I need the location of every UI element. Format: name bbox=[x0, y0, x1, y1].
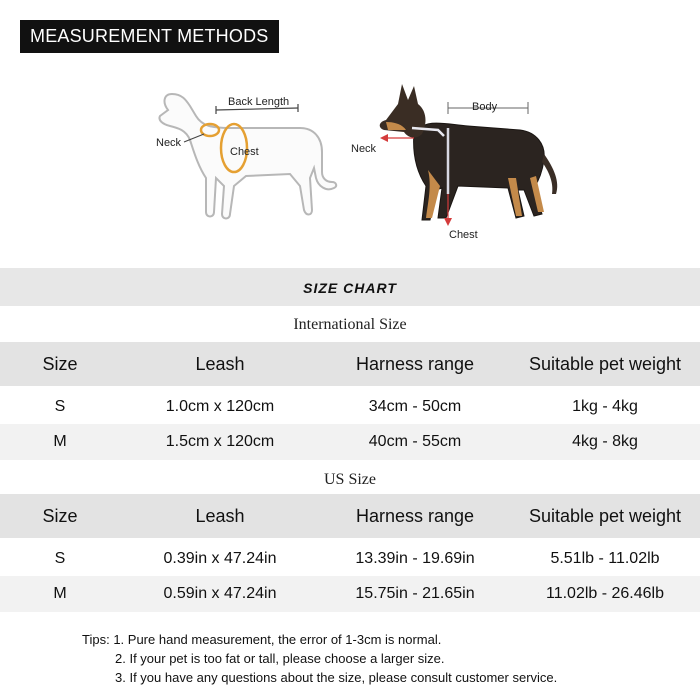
col-leash: Leash bbox=[195, 353, 245, 374]
us-table-header bbox=[0, 494, 700, 538]
international-table-header bbox=[0, 342, 700, 386]
tip-item: 2. If your pet is too fat or tall, please choose a larger size. bbox=[115, 651, 445, 666]
cell-harness: 13.39in - 19.69in bbox=[355, 550, 475, 567]
international-size-subtitle: International Size bbox=[293, 316, 407, 333]
size-chart-title: SIZE CHART bbox=[303, 280, 397, 296]
cell-leash: 0.59in x 47.24in bbox=[163, 585, 277, 602]
table-row bbox=[0, 576, 700, 612]
cell-weight: 1kg - 4kg bbox=[572, 398, 638, 415]
cell-harness: 40cm - 55cm bbox=[368, 433, 462, 450]
cell-weight: 5.51lb - 11.02lb bbox=[550, 550, 660, 567]
col-harness-range: Harness range bbox=[355, 353, 475, 374]
table-row bbox=[0, 424, 700, 460]
tip-item: 1. Pure hand measurement, the error of 1-3cm is normal. bbox=[113, 632, 442, 647]
shepherd-dog-figure bbox=[348, 78, 568, 248]
cell-leash: 1.0cm x 120cm bbox=[165, 398, 275, 415]
tips-label: Tips: bbox=[82, 632, 110, 647]
cell-leash: 0.39in x 47.24in bbox=[163, 550, 277, 567]
cell-harness: 34cm - 50cm bbox=[368, 398, 462, 415]
cell-leash: 1.5cm x 120cm bbox=[165, 433, 275, 450]
label-neck-right: Neck bbox=[351, 143, 377, 155]
col-leash: Leash bbox=[195, 505, 245, 526]
col-pet-weight: Suitable pet weight bbox=[528, 505, 682, 526]
cell-size: M bbox=[53, 433, 67, 450]
label-back-length: Back Length bbox=[228, 96, 290, 108]
cell-size: S bbox=[54, 398, 66, 415]
cell-weight: 11.02lb - 26.46lb bbox=[545, 585, 664, 602]
label-chest-left: Chest bbox=[230, 146, 259, 158]
tip-line bbox=[82, 630, 557, 649]
cell-harness: 15.75in - 21.65in bbox=[355, 585, 475, 602]
outline-dog-figure bbox=[150, 82, 340, 232]
tips-section bbox=[82, 630, 557, 687]
cell-size: M bbox=[53, 585, 67, 602]
table-row bbox=[0, 542, 700, 576]
cell-weight: 4kg - 8kg bbox=[572, 433, 638, 450]
col-harness-range: Harness range bbox=[355, 505, 475, 526]
cell-size: S bbox=[54, 550, 66, 567]
col-size: Size bbox=[42, 353, 78, 374]
label-neck-left: Neck bbox=[156, 137, 182, 149]
us-size-subtitle: US Size bbox=[324, 471, 376, 488]
measurement-methods-header: MEASUREMENT METHODS bbox=[20, 20, 279, 53]
table-row bbox=[0, 390, 700, 424]
col-size: Size bbox=[42, 505, 78, 526]
tip-item: 3. If you have any questions about the size, please consult customer service. bbox=[115, 670, 558, 685]
col-pet-weight: Suitable pet weight bbox=[528, 353, 682, 374]
label-chest-right: Chest bbox=[449, 229, 478, 241]
label-body: Body bbox=[472, 101, 498, 113]
